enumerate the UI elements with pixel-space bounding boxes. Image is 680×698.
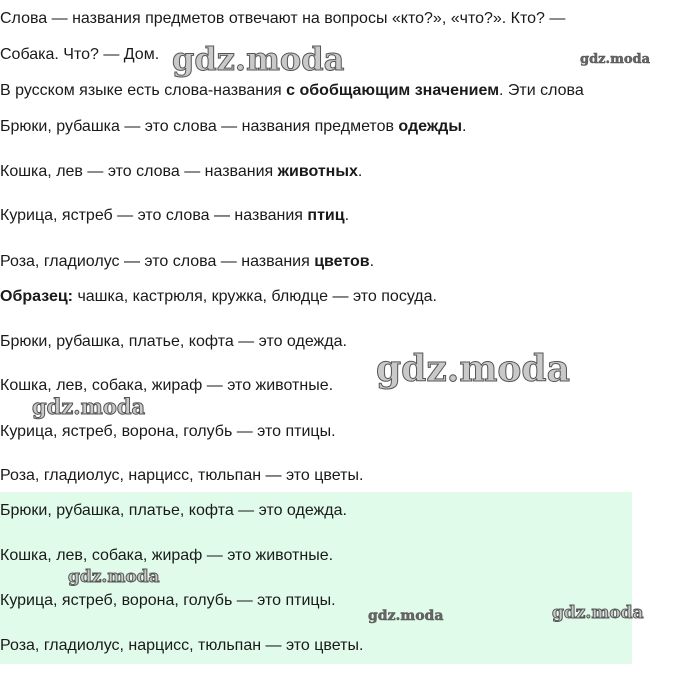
- text-line-9: Брюки, рубашка, платье, кофта — это одежда.: [0, 333, 347, 350]
- text-line-12: Роза, гладиолус, нарцисс, тюльпан — это цветы.: [0, 467, 364, 484]
- text-line-11: Курица, ястреб, ворона, голубь — это птицы.: [0, 423, 336, 440]
- watermark-logo: gdz.moda: [376, 348, 570, 390]
- answer-line-3: Курица, ястреб, ворона, голубь — это птицы.: [0, 592, 336, 609]
- text-line-6: Курица, ястреб — это слова — названия птиц.: [0, 207, 350, 224]
- text-line-10: Кошка, лев, собака, жираф — это животные.: [0, 377, 334, 394]
- answer-line-4: Роза, гладиолус, нарцисс, тюльпан — это цветы.: [0, 637, 364, 654]
- watermark-logo: gdz.moda: [172, 40, 345, 78]
- answer-line-1: Брюки, рубашка, платье, кофта — это одежда.: [0, 502, 347, 519]
- watermark-logo: gdz.moda: [68, 567, 160, 587]
- text-line-8: Образец: чашка, кастрюля, кружка, блюдце — это посуда.: [0, 288, 437, 305]
- watermark-logo: gdz.moda: [368, 608, 444, 624]
- text-line-7: Роза, гладиолус — это слова — названия цветов.: [0, 253, 375, 270]
- watermark-logo: gdz.moda: [552, 603, 644, 623]
- answer-line-2: Кошка, лев, собака, жираф — это животные.: [0, 547, 334, 564]
- text-line-4: Брюки, рубашка — это слова — названия предметов одежды.: [0, 118, 467, 135]
- text-line-1: Слова — названия предметов отвечают на вопросы «кто?», «что?». Кто? —: [0, 10, 566, 27]
- watermark-logo: gdz.moda: [32, 394, 146, 419]
- text-line-5: Кошка, лев — это слова — названия животных.: [0, 163, 363, 180]
- text-line-2: Собака. Что? — Дом.: [0, 46, 160, 63]
- text-line-3: В русском языке есть слова-названия с обобщающим значением. Эти слова: [0, 82, 584, 99]
- watermark-logo: gdz.moda: [580, 52, 651, 67]
